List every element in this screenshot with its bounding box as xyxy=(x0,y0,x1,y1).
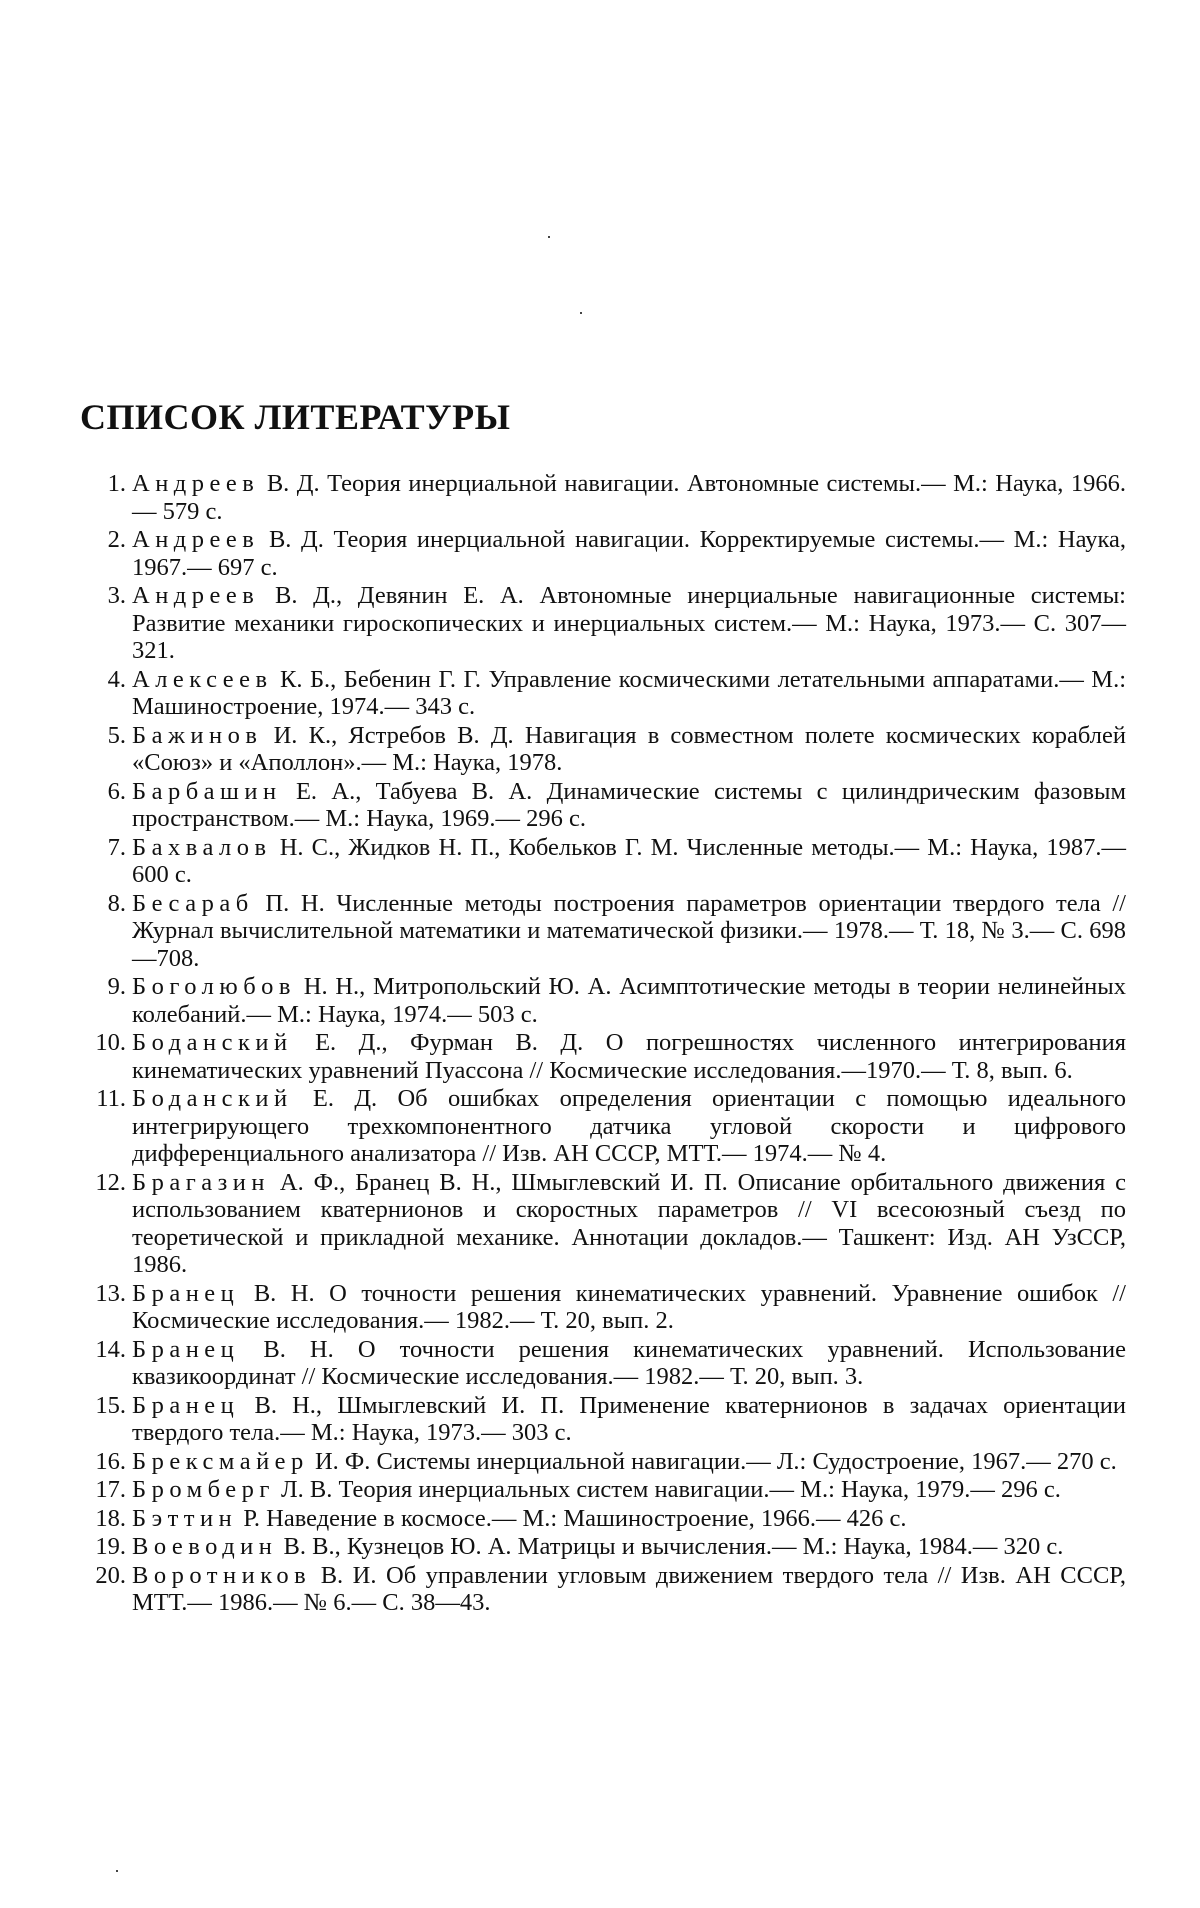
reference-number: 20. xyxy=(95,1561,126,1589)
reference-item xyxy=(74,1562,1126,1617)
reference-item xyxy=(74,778,1126,833)
reference-text: В. Н., Шмыглевский И. П. Применение кватернионов в задачах ориентации твердого тела.— М.: Наука, 1973.— 303 с. xyxy=(132,1391,1126,1446)
reference-item xyxy=(74,1085,1126,1168)
reference-author: Воеводин xyxy=(132,1533,278,1560)
reference-number: 17. xyxy=(95,1476,126,1503)
reference-number: 6. xyxy=(107,777,126,805)
reference-number: 19. xyxy=(95,1533,126,1560)
reference-number: 16. xyxy=(95,1447,126,1475)
reference-number: 3. xyxy=(107,582,126,609)
reference-number: 12. xyxy=(95,1168,126,1196)
reference-item xyxy=(74,1448,1126,1476)
reference-number: 5. xyxy=(107,721,126,749)
reference-item xyxy=(74,526,1126,581)
reference-item xyxy=(74,973,1126,1028)
reference-number: 2. xyxy=(107,526,126,553)
reference-text: К. Б., Бебенин Г. Г. Управление космическими летательными аппаратами.— М.: Машиностроение, 1974.— 343 с. xyxy=(132,665,1126,720)
reference-item xyxy=(74,722,1126,777)
reference-number: 8. xyxy=(107,889,126,917)
reference-number: 14. xyxy=(95,1335,126,1363)
reference-author: Андреев xyxy=(132,582,260,609)
reference-text: Е. Д. Об ошибках определения ориентации с помощью идеального интегрирующего трехкомпонентного датчика угловой скорости и цифрового дифференциального анализатора // Изв. АН СССР, МТТ.— 1974.— № 4. xyxy=(132,1085,1126,1167)
reference-item xyxy=(74,470,1126,525)
reference-number: 13. xyxy=(95,1279,126,1307)
reference-item xyxy=(74,1505,1126,1533)
reference-item xyxy=(74,834,1126,889)
reference-text: Н. Н., Митропольский Ю. А. Асимптотические методы в теории нелинейных колебаний.— М.: Наука, 1974.— 503 с. xyxy=(132,973,1126,1028)
reference-number: 9. xyxy=(107,973,126,1000)
reference-number: 4. xyxy=(107,665,126,693)
reference-author: Бажинов xyxy=(132,721,263,749)
reference-author: Бэттин xyxy=(132,1504,238,1532)
reference-item xyxy=(74,1280,1126,1335)
reference-number: 1. xyxy=(107,470,126,497)
reference-text: В. Д., Девянин Е. А. Автономные инерциальные навигационные системы: Развитие механики гироскопических и инерциальных систем.— М.: Наука, 1973.— С. 307—321. xyxy=(132,582,1126,664)
reference-author: Барбашин xyxy=(132,777,282,805)
reference-author: Боголюбов xyxy=(132,973,296,1000)
reference-text: Е. А., Табуева В. А. Динамические системы с цилиндрическим фазовым пространством.— М.: Наука, 1969.— 296 с. xyxy=(132,777,1126,832)
reference-text: Н. С., Жидков Н. П., Кобельков Г. М. Численные методы.— М.: Наука, 1987.— 600 с. xyxy=(132,833,1126,888)
reference-text: П. Н. Численные методы построения параметров ориентации твердого тела // Журнал вычислительной математики и математической физики.— 1978.— Т. 18, № 3.— С. 698—708. xyxy=(132,889,1126,972)
reference-author: Бранец xyxy=(132,1279,240,1307)
reference-item xyxy=(74,1336,1126,1391)
reference-author: Андреев xyxy=(132,470,260,497)
reference-text: Р. Наведение в космосе.— М.: Машиностроение, 1966.— 426 с. xyxy=(237,1504,907,1532)
reference-list xyxy=(74,470,1126,1618)
reference-text: И. К., Ястребов В. Д. Навигация в совместном полете космических кораблей «Союз» и «Аполлон».— М.: Наука, 1978. xyxy=(132,721,1126,776)
reference-number: 10. xyxy=(95,1029,126,1056)
reference-item xyxy=(74,1476,1126,1504)
reference-item xyxy=(74,582,1126,665)
reference-item xyxy=(74,1392,1126,1447)
reference-author: Бесараб xyxy=(132,889,254,917)
reference-author: Воротников xyxy=(132,1561,312,1589)
reference-text: Л. В. Теория инерциальных систем навигации.— М.: Наука, 1979.— 296 с. xyxy=(274,1476,1061,1503)
reference-number: 7. xyxy=(107,833,126,861)
scan-speck xyxy=(116,1870,118,1872)
reference-text: В. В., Кузнецов Ю. А. Матрицы и вычисления.— М.: Наука, 1984.— 320 с. xyxy=(277,1533,1064,1560)
reference-item xyxy=(74,666,1126,721)
reference-text: А. Ф., Бранец В. Н., Шмыглевский И. П. Описание орбитального движения с использованием кватернионов и скоростных параметров // VI всесоюзный съезд по теоретической и прикладной механике. Аннотации докладов.— Ташкент: Изд. АН УзССР, 1986. xyxy=(132,1168,1126,1278)
reference-item xyxy=(74,1169,1126,1279)
reference-text: И. Ф. Системы инерциальной навигации.— Л.: Судостроение, 1967.— 270 с. xyxy=(308,1447,1117,1475)
scan-speck xyxy=(580,312,582,314)
reference-item xyxy=(74,1533,1126,1561)
page-title: СПИСОК ЛИТЕРАТУРЫ xyxy=(80,397,511,437)
reference-item xyxy=(74,890,1126,973)
reference-author: Алексеев xyxy=(132,665,273,693)
reference-author: Бранец xyxy=(132,1391,240,1419)
scan-speck xyxy=(548,236,550,238)
reference-author: Бахвалов xyxy=(132,833,272,861)
reference-text: В. Д. Теория инерциальной навигации. Автономные системы.— М.: Наука, 1966.— 579 с. xyxy=(132,470,1126,525)
reference-text: В. Д. Теория инерциальной навигации. Корректируемые системы.— М.: Наука, 1967.— 697 с. xyxy=(132,526,1126,581)
reference-author: Боданский xyxy=(132,1029,293,1056)
reference-number: 11. xyxy=(96,1085,126,1112)
reference-author: Андреев xyxy=(132,526,260,553)
reference-text: В. Н. О точности решения кинематических уравнений. Использование квазикоординат // Космические исследования.— 1982.— Т. 20, вып. 3. xyxy=(132,1335,1126,1390)
reference-item xyxy=(74,1029,1126,1084)
reference-author: Брексмайер xyxy=(132,1447,309,1475)
reference-author: Бромберг xyxy=(132,1476,275,1503)
reference-number: 18. xyxy=(95,1504,126,1532)
reference-author: Брагазин xyxy=(132,1168,271,1196)
reference-author: Бранец xyxy=(132,1335,240,1363)
reference-author: Боданский xyxy=(132,1085,293,1112)
reference-text: В. Н. О точности решения кинематических уравнений. Уравнение ошибок // Космические исследования.— 1982.— Т. 20, вып. 2. xyxy=(132,1279,1126,1334)
reference-number: 15. xyxy=(95,1391,126,1419)
reference-text: Е. Д., Фурман В. Д. О погрешностях численного интегрирования кинематических уравнений Пуассона // Космические исследования.—1970.— Т. 8, вып. 6. xyxy=(132,1029,1126,1084)
reference-text: В. И. Об управлении угловым движением твердого тела // Изв. АН СССР, МТТ.— 1986.— № 6.— С. 38—43. xyxy=(132,1561,1126,1616)
